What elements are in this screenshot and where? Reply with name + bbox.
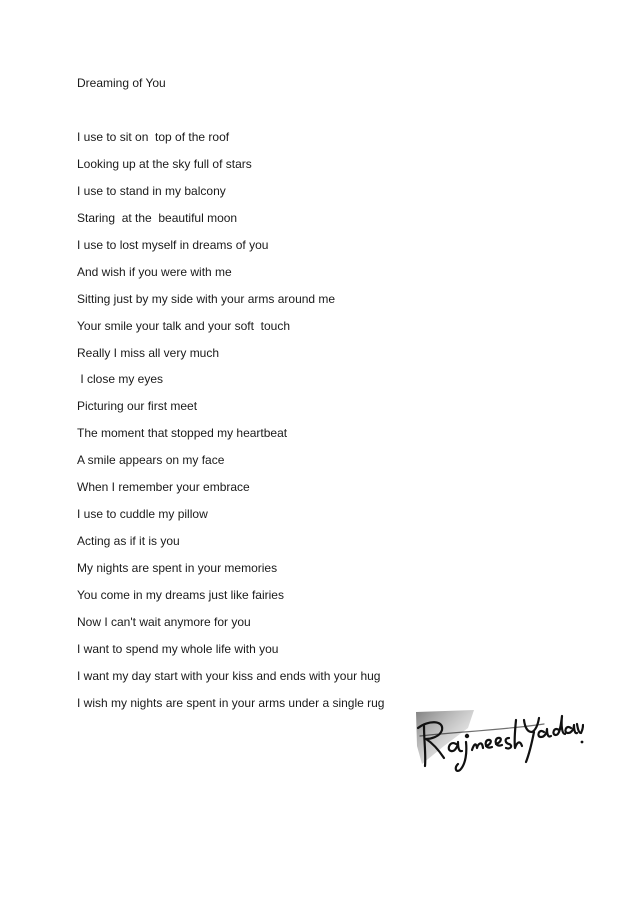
poem-line: I close my eyes	[77, 372, 164, 387]
poem-line: I use to stand in my balcony	[77, 183, 226, 198]
poem-line: Acting as if it is you	[77, 534, 180, 549]
poem-body	[77, 129, 384, 722]
poem-line: When I remember your embrace	[77, 480, 250, 495]
poem-line: Your smile your talk and your soft touch	[77, 318, 290, 333]
signature-period	[581, 741, 584, 744]
poem-line: I wish my nights are spent in your arms under a single rug	[77, 695, 385, 710]
poem-line: Really I miss all very much	[77, 345, 220, 360]
poem-line: A smile appears on my face	[77, 453, 225, 468]
poem-line: Staring at the beautiful moon	[77, 210, 238, 225]
handwritten-signature	[414, 706, 584, 786]
poem-line: Picturing our first meet	[77, 399, 198, 414]
poem-line: I use to cuddle my pillow	[77, 507, 208, 522]
poem-line: I use to lost myself in dreams of you	[77, 237, 269, 252]
poem-line: The moment that stopped my heartbeat	[77, 426, 288, 441]
poem-line: Now I can't wait anymore for you	[77, 614, 251, 629]
poem-line: I want to spend my whole life with you	[77, 641, 279, 656]
poem-line: My nights are spent in your memories	[77, 561, 278, 575]
poem-line: I want my day start with your kiss and ends with your hug	[77, 668, 381, 683]
poem-line: And wish if you were with me	[77, 264, 232, 279]
poem-title: Dreaming of You	[77, 76, 166, 90]
poem-line: Sitting just by my side with your arms around me	[77, 291, 336, 306]
poem-line: Looking up at the sky full of stars	[77, 156, 252, 171]
poem-line: I use to sit on top of the roof	[77, 130, 230, 144]
poem-line: You come in my dreams just like fairies	[77, 587, 284, 602]
